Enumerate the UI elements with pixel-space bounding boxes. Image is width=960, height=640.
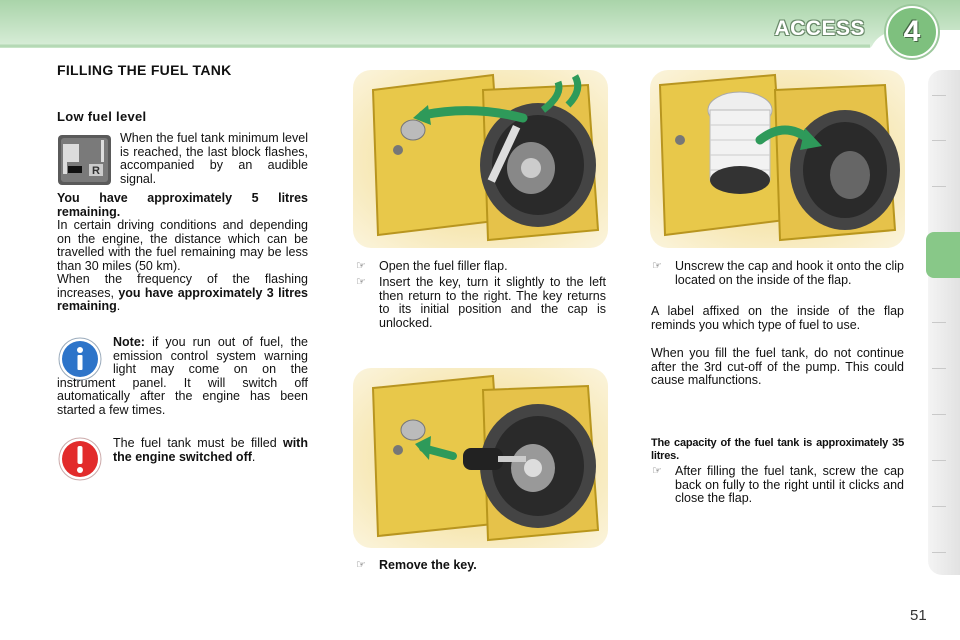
flash-bold: you have approximately 3 litres remaining (57, 285, 308, 313)
tab-divider (932, 322, 946, 323)
chapter-number-badge: 4 (886, 6, 938, 58)
note-label: Note: (113, 335, 145, 349)
warning-text: The fuel tank must be filled (113, 436, 277, 450)
cutoff-paragraph: When you fill the fuel tank, do not continue after the 3rd cut-off of the pump. This could cause malfunctions. (651, 346, 904, 387)
section-title: FILLING THE FUEL TANK (57, 62, 232, 78)
tab-divider (932, 186, 946, 187)
photo-open-flap-insert-key (353, 70, 608, 248)
fuel-gauge-icon (57, 134, 112, 186)
tab-divider (932, 414, 946, 415)
step-unscrew-cap: ☞ Unscrew the cap and hook it onto the clip located on the inside of the flap. (652, 259, 904, 287)
chapter-title: ACCESS (774, 17, 865, 40)
capacity-note: The capacity of the fuel tank is approximately 35 litres. (651, 437, 904, 462)
tab-divider (932, 460, 946, 461)
range-paragraph: In certain driving conditions and depending on the engine, the distance which can be travelled with the fuel remaining may be less than 30 miles (50 km). (57, 218, 308, 273)
low-fuel-body (57, 192, 308, 314)
page-number: 51 (910, 607, 927, 624)
note-text: if you run out of fuel, the emission control system warning light may come on on the instrument panel. It will switch off automatically after the engine has been started a few times. (57, 335, 308, 417)
tab-divider (932, 506, 946, 507)
flash-end: . (116, 299, 121, 313)
photo-remove-key (353, 368, 608, 548)
warning-paragraph (113, 437, 308, 464)
remaining-5-litres: You have approximately 5 litres remaining. (57, 191, 308, 219)
step-remove-key: ☞ Remove the key. (356, 558, 477, 572)
pointing-hand-icon: ☞ (652, 465, 662, 477)
step-insert-key: ☞ Insert the key, turn it slightly to the left then return to the right. The key returns to its initial position and the cap is unlocked. (356, 275, 606, 330)
flash-text: When the frequency of the flashing increases, (57, 272, 308, 300)
pointing-hand-icon: ☞ (356, 559, 366, 571)
chapter-tab-active[interactable] (926, 232, 960, 278)
step-close-cap: ☞ After filling the fuel tank, screw the cap back on fully to the right until it clicks and close the flap. (652, 464, 904, 505)
tab-divider (932, 368, 946, 369)
warning-end: . (251, 449, 256, 464)
label-paragraph: A label affixed on the inside of the flap reminds you which type of fuel to use. (651, 304, 904, 332)
tab-divider (932, 95, 946, 96)
note-paragraph (57, 336, 308, 417)
photo-unscrew-cap (650, 70, 905, 248)
tab-divider (932, 552, 946, 553)
low-fuel-heading: Low fuel level (57, 109, 147, 124)
tab-divider (932, 140, 946, 141)
step-open-flap: ☞ Open the fuel filler flap. (356, 259, 508, 273)
warning-bold: with the engine switched off (113, 436, 308, 464)
flashing-paragraph (57, 273, 308, 314)
pointing-hand-icon: ☞ (356, 276, 366, 288)
exclamation-icon (58, 437, 102, 481)
svg-text:R: R (92, 165, 100, 177)
low-fuel-intro: When the fuel tank minimum level is reached, the last block flashes, accompanied by an audible signal. (120, 131, 308, 186)
note-spacer (57, 336, 113, 376)
pointing-hand-icon: ☞ (652, 260, 662, 272)
pointing-hand-icon: ☞ (356, 260, 366, 272)
